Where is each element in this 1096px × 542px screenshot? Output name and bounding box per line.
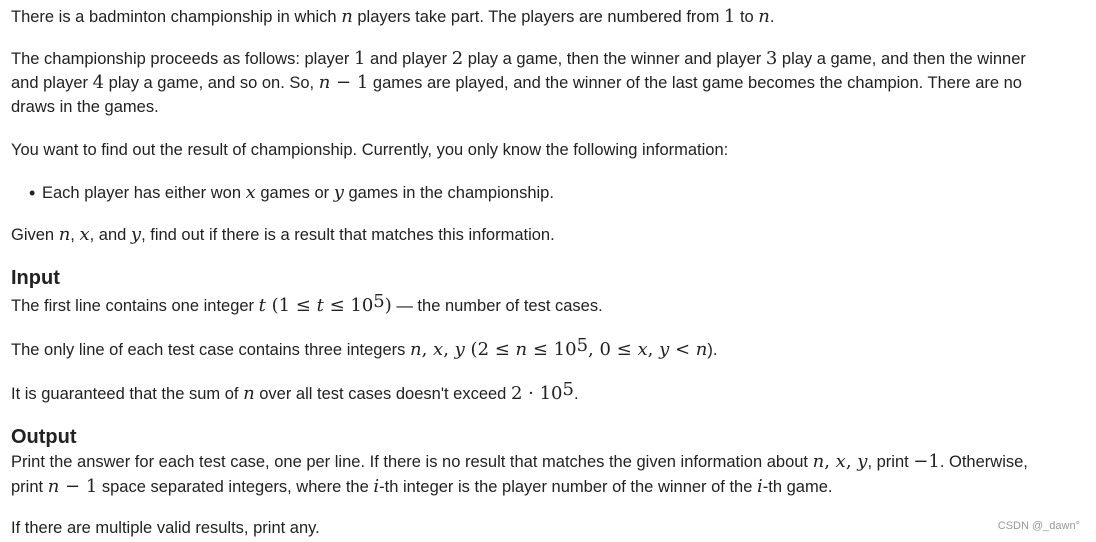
input-line-1: The first line contains one integer t $(1 \le t \le 10^5)$ — the number of test cases. [11,291,603,316]
input-line-3: It is guaranteed that the sum of n over all test cases doesn't exceed $2 \cdot 10^5$. [11,379,579,404]
input-heading: Input [11,267,60,289]
bullet-item: Each player has either won x games or y games in the championship. [42,182,554,203]
watermark: CSDN @_dawn° [997,520,1080,532]
output-line-1: Print the answer for each test case, one per line. If there is no result that matches the given information about n, x, y, print −1. Otherwise, [11,451,1028,472]
statement-paragraph-4: Given n, x, and y, find out if there is a result that matches this information. [11,224,555,245]
output-line-3: If there are multiple valid results, print any. [11,519,320,537]
input-line-2: The only line of each test case contains three integers n, x, y ($2 \le n \le 10^5$, 0 ≤ x, y < n). [11,335,718,360]
statement-paragraph-2: The championship proceeds as follows: player 1 and player 2 play a game, then the winner and player 3 play a game, and then the winner and player 4 play a game, and so on. So, n − 1 games are played, and the winner of the last game becomes the champion. There are no draws in the games. [11,48,1026,116]
bullet-dot: • [29,183,36,203]
statement-paragraph-1: There is a badminton championship in which n players take part. The players are numbered from 1 to n. [11,6,775,27]
statement-paragraph-3: You want to find out the result of championship. Currently, you only know the following information: [11,141,729,159]
output-heading: Output [11,426,77,448]
output-line-2: print n − 1 space separated integers, where the i-th integer is the player number of the winner of the i-th game. [11,476,833,497]
